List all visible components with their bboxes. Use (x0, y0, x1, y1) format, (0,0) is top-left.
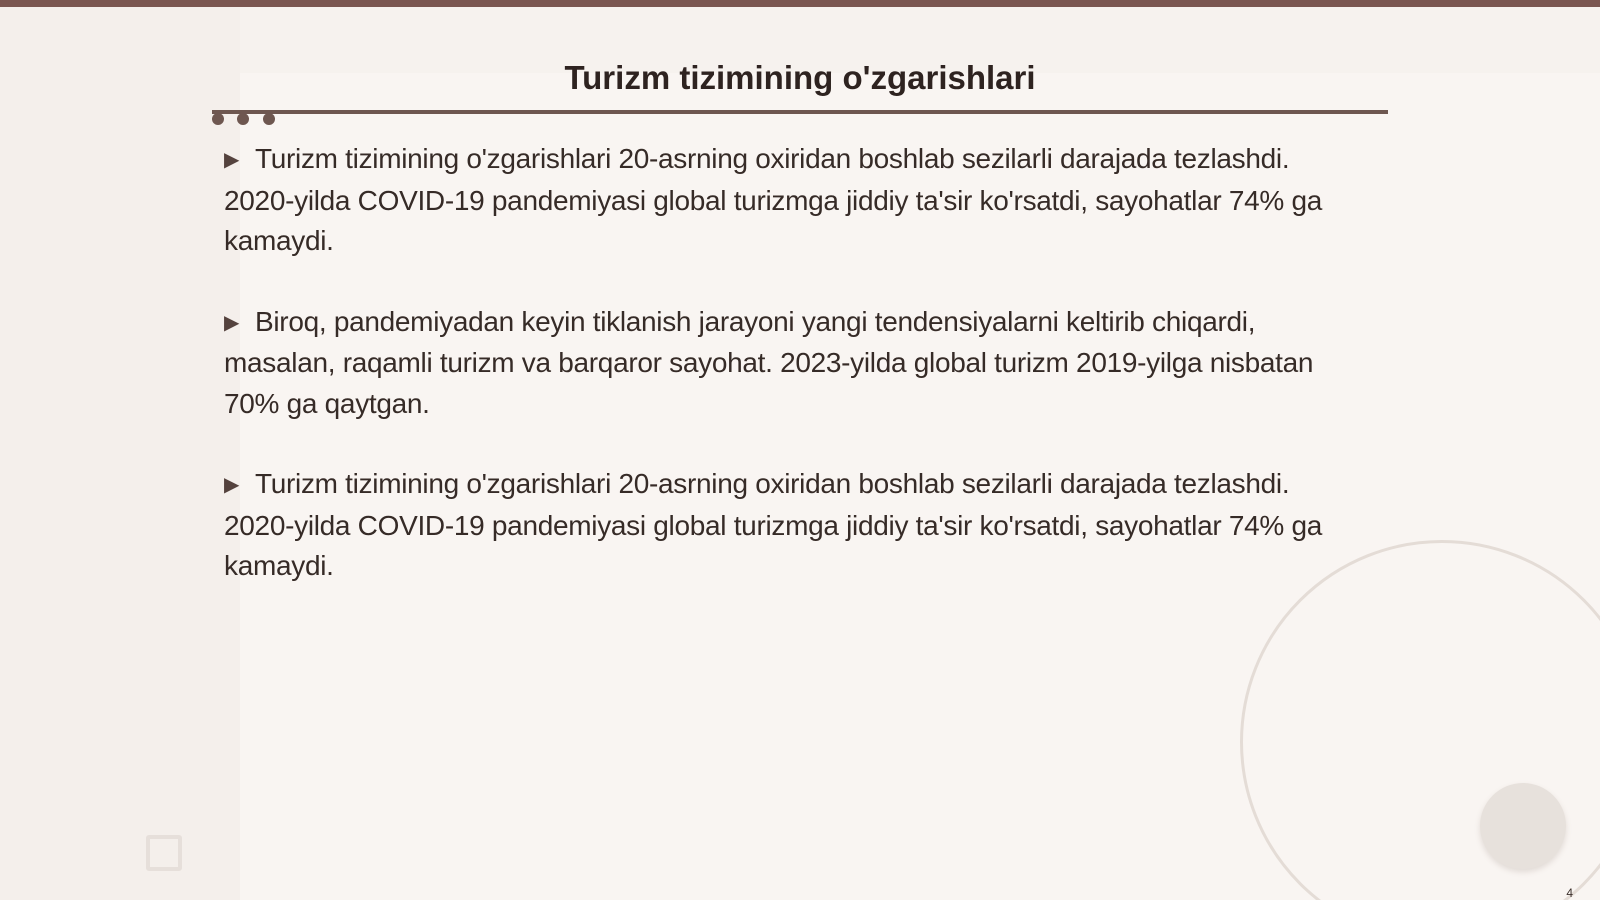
rule-dot-2 (237, 113, 249, 125)
slide-title: Turizm tizimining o'zgarishlari (564, 59, 1036, 96)
title-underline-rule (212, 110, 1388, 114)
bullet-paragraph (224, 464, 1334, 587)
bullet-paragraph (224, 302, 1334, 425)
page-number: 4 (1566, 886, 1573, 900)
rule-dot-1 (212, 113, 224, 125)
bullet-arrow-icon: ▶ (224, 474, 240, 496)
top-accent-bar (0, 0, 1600, 7)
paragraph-text: Biroq, pandemiyadan keyin tiklanish jarayoni yangi tendensiyalarni keltirib chiqardi, masalan, raqamli turizm va barqaror sayohat. 2023-yilda global turizm 2019-yilga nisbatan 70% ga qaytgan. (224, 305, 1314, 419)
paragraph-text: Turizm tizimining o'zgarishlari 20-asrning oxiridan boshlab sezilarli darajada tezlashdi. 2020-yilda COVID-19 pandemiyasi global turizmga jiddiy ta'sir ko'rsatdi, sayohatlar 74% ga kamaydi. (224, 143, 1323, 256)
decorative-circle (1480, 783, 1566, 869)
paragraph-text: Turizm tizimining o'zgarishlari 20-asrning oxiridan boshlab sezilarli darajada tezlashdi. 2020-yilda COVID-19 pandemiyasi global turizmga jiddiy ta'sir ko'rsatdi, sayohatlar 74% ga kamaydi. (224, 468, 1323, 581)
bullet-arrow-icon: ▶ (224, 149, 240, 171)
left-background-panel (0, 7, 240, 900)
decorative-square (146, 835, 182, 871)
bullet-paragraph (224, 139, 1334, 262)
bullet-list (224, 139, 1334, 627)
bullet-arrow-icon: ▶ (224, 311, 240, 334)
rule-dot-3 (263, 113, 275, 125)
